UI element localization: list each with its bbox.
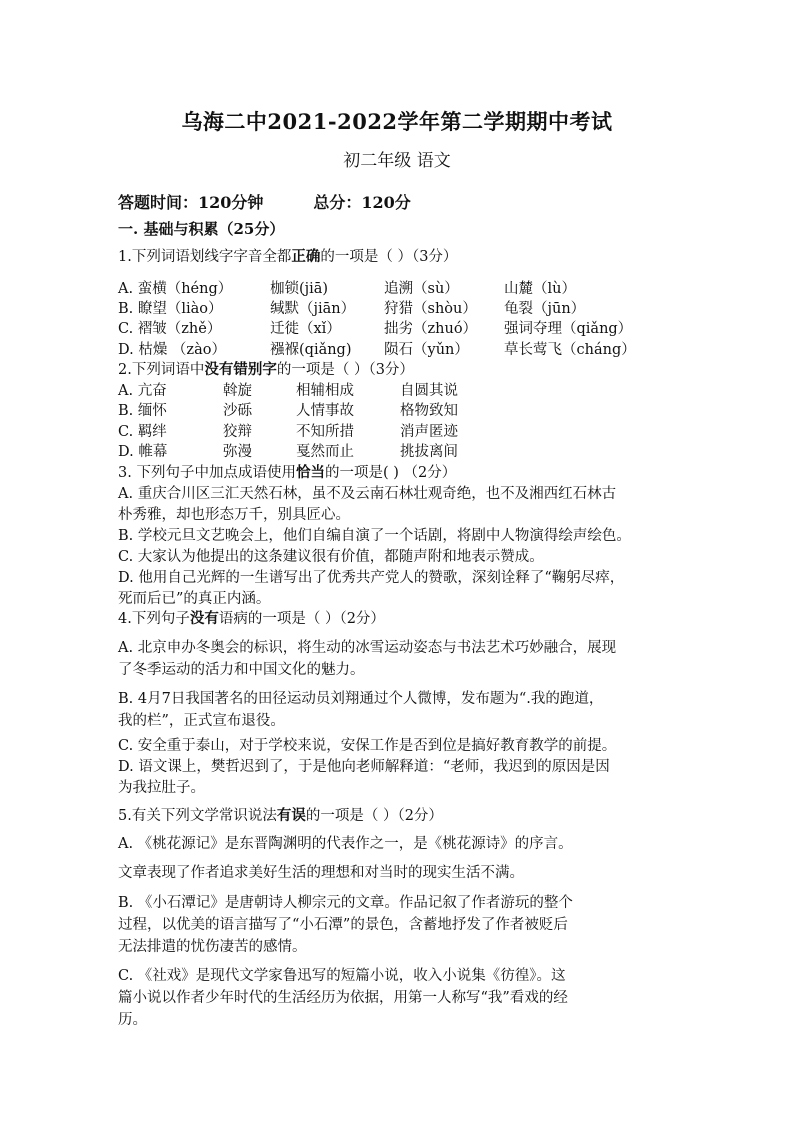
q3-option-a-line2: 朴秀雅，却也形态万千，别具匠心。 [118, 507, 350, 523]
exam-meta [118, 190, 411, 213]
q3-option-d-line1: D. 他用自己光辉的一生谱写出了优秀共产党人的赞歌，深刻诠释了“鞠躬尽瘁， [118, 570, 625, 586]
q1-c-word3: 拙劣（zhuó） [384, 321, 478, 337]
q5-option-a-line2: 文章表现了作者追求美好生活的理想和对当时的现实生活不满。 [118, 865, 524, 881]
q2-row-b [118, 401, 678, 421]
q5-option-c-line2: 篇小说以作者少年时代的生活经历为依据，用第一人称写“我”看戏的经 [118, 990, 568, 1006]
q2-a-word2: 斡旋 [223, 383, 252, 399]
q2-row-d [118, 442, 678, 462]
q5-option-c-line1: C. 《社戏》是现代文学家鲁迅写的短篇小说，收入小说集《彷徨》。这 [118, 968, 566, 984]
question-2-stem: 2.下列词语中没有错别字的一项是（ ）（3分） [118, 361, 414, 378]
exam-time: 答题时间：120分钟 [118, 193, 264, 212]
q2-a-word1: A. 亢奋 [118, 383, 167, 399]
q2-b-word4: 格物致知 [400, 403, 458, 419]
q3-option-a-line1: A. 重庆合川区三汇天然石林，虽不及云南石林壮观奇绝，也不及湘西红石林古 [118, 486, 617, 502]
q1-c-word1: C. 褶皱（zhě） [118, 321, 222, 337]
question-4-stem: 4.下列句子没有语病的一项是（ ）（2分） [118, 610, 385, 627]
question-1-stem: 1.下列词语划线字字音全都正确的一项是（ ）（3分） [118, 248, 458, 265]
q2-c-word4: 消声匿迹 [400, 424, 458, 440]
q1-a-word4: 山麓（lù） [504, 281, 576, 297]
q1-b-word3: 狩猎（shòu） [384, 301, 477, 317]
q1-row-d [118, 340, 678, 360]
q2-a-word4: 自圆其说 [400, 383, 458, 399]
exam-subtitle: 初二年级 语文 [343, 151, 451, 171]
q1-d-word1: D. 枯燥 （zào） [118, 342, 226, 358]
q4-option-b-line1: B. 4月7日我国著名的田径运动员刘翔通过个人微博，发布题为“.我的跑道， [118, 691, 604, 707]
q1-row-a [118, 279, 678, 299]
q5-option-b-line3: 无法排遣的忧伤凄苦的感情。 [118, 939, 307, 955]
exam-title: 乌海二中2021-2022学年第二学期期中考试 [181, 109, 613, 134]
q1-b-word4: 龟裂（jūn） [504, 301, 586, 317]
q5-option-b-line1: B. 《小石潭记》是唐朝诗人柳宗元的文章。作品记叙了作者游玩的整个 [118, 895, 573, 911]
q1-d-word4: 草长莺飞（cháng） [504, 342, 636, 358]
q1-c-word4: 强词夺理（qiǎng） [504, 321, 633, 337]
q2-d-word4: 挑拔离间 [400, 444, 458, 460]
exam-total-score: 总分：120分 [313, 193, 411, 212]
q5-option-c-line3: 历。 [118, 1012, 147, 1028]
q4-option-c: C. 安全重于泰山，对于学校来说，安保工作是否到位是搞好教育教学的前提。 [118, 738, 617, 754]
q4-option-b-line2: 我的栏”，正式宣布退役。 [118, 713, 285, 729]
q2-d-word3: 戛然而止 [296, 444, 354, 460]
q2-c-word1: C. 羁绊 [118, 424, 167, 440]
question-3-stem: 3. 下列句子中加点成语使用恰当的一项是( ) （2分） [118, 464, 457, 481]
q2-row-a [118, 381, 678, 401]
q1-b-word1: B. 瞭望（liào） [118, 301, 223, 317]
q1-row-c [118, 319, 678, 339]
q5-option-b-line2: 过程，以优美的语言描写了“小石潭”的景色，含蓄地抒发了作者被贬后 [118, 917, 568, 933]
q2-b-word1: B. 缅怀 [118, 403, 167, 419]
q1-a-word2: 枷锁(jiā) [270, 281, 329, 297]
q3-option-b: B. 学校元旦文艺晚会上，他们自编自演了一个话剧，将剧中人物演得绘声绘色。 [118, 528, 631, 544]
q2-a-word3: 相辅相成 [296, 383, 354, 399]
q4-option-a-line2: 了冬季运动的活力和中国文化的魅力。 [118, 662, 365, 678]
q1-row-b [118, 299, 678, 319]
q1-a-word1: A. 蛮横（héng） [118, 281, 233, 297]
question-5-stem: 5.有关下列文学常识说法有误的一项是（ ）（2分） [118, 807, 443, 824]
q2-b-word3: 人情事故 [296, 403, 354, 419]
q1-d-word2: 襁褓(qiǎng) [270, 342, 352, 358]
q4-option-d-line1: D. 语文课上，樊哲迟到了，于是他向老师解释道：“老师，我迟到的原因是因 [118, 759, 610, 775]
q2-c-word2: 狡辩 [223, 424, 252, 440]
q2-row-c [118, 422, 678, 442]
q2-d-word2: 弥漫 [223, 444, 252, 460]
q3-option-d-line2: 死而后已”的真正内涵。 [118, 591, 271, 607]
q4-option-a-line1: A. 北京申办冬奥会的标识，将生动的冰雪运动姿态与书法艺术巧妙融合，展现 [118, 640, 617, 656]
q4-option-d-line2: 为我拉肚子。 [118, 780, 205, 796]
q1-d-word3: 陨石（yǔn） [384, 342, 469, 358]
q2-c-word3: 不知所措 [296, 424, 354, 440]
q2-d-word1: D. 帷幕 [118, 444, 168, 460]
q5-option-a-line1: A. 《桃花源记》是东晋陶渊明的代表作之一，是《桃花源诗》的序言。 [118, 836, 573, 852]
q2-b-word2: 沙砾 [223, 403, 252, 419]
q1-c-word2: 迁徙（xǐ） [270, 321, 341, 337]
q3-option-c: C. 大家认为他提出的这条建议很有价值，都随声附和地表示赞成。 [118, 549, 544, 565]
section-heading: 一. 基础与积累（25分） [118, 220, 285, 238]
q1-b-word2: 缄默（jiān） [270, 301, 356, 317]
q1-a-word3: 追溯（sù） [384, 281, 459, 297]
